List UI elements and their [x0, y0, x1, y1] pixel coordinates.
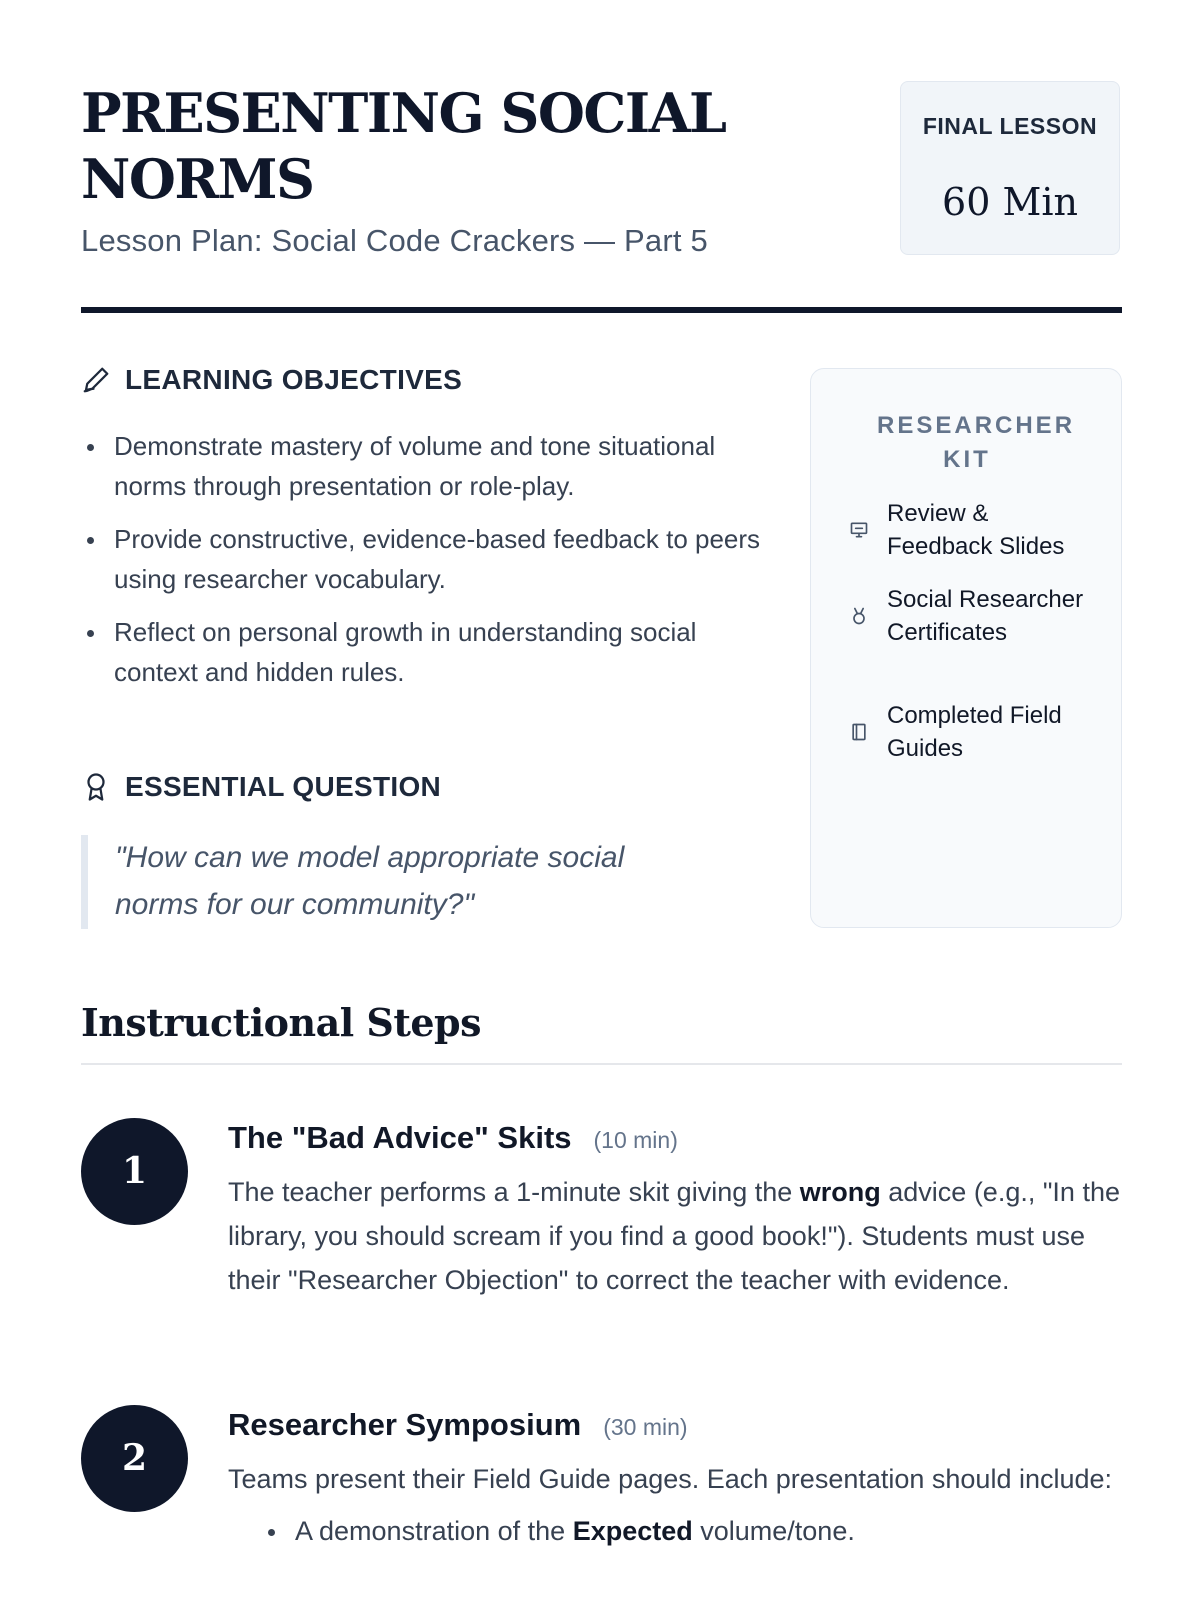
kit-item-certificates	[849, 583, 1089, 649]
page-subtitle: Lesson Plan: Social Code Crackers — Part 5	[81, 223, 708, 258]
step-number-badge: 2	[81, 1405, 188, 1512]
step-duration: (30 min)	[603, 1414, 688, 1440]
badge-label: FINAL LESSON	[922, 113, 1098, 139]
step-header	[228, 1120, 1128, 1156]
presentation-icon	[849, 520, 869, 540]
list-item: Reflect on personal growth in understanding social context and hidden rules.	[81, 612, 761, 692]
steps-divider	[81, 1063, 1122, 1065]
kit-item-label: Social Researcher Certificates	[887, 586, 1084, 646]
quote-bar	[81, 835, 88, 929]
step-sub-list	[228, 1509, 1128, 1553]
kit-item-field-guides	[849, 699, 1089, 765]
objectives-list	[81, 426, 761, 705]
kit-title: RESEARCHER KIT	[877, 412, 1076, 473]
emphasis: wrong	[799, 1177, 881, 1207]
page-title: PRESENTING SOCIAL NORMS	[81, 81, 726, 211]
researcher-kit-card	[810, 368, 1122, 928]
step-description: Teams present their Field Guide pages. Each presentation should include:	[228, 1464, 1113, 1494]
medal-icon	[849, 606, 869, 626]
essential-question-title: ESSENTIAL QUESTION	[125, 771, 442, 802]
emphasis: Expected	[572, 1516, 693, 1546]
essential-question-quote: "How can we model appropriate social norms for our community?"	[115, 841, 625, 921]
book-icon	[849, 722, 869, 742]
step-header	[228, 1407, 1128, 1443]
essential-question-heading	[81, 771, 441, 803]
lesson-plan-page	[81, 0, 1122, 1600]
header-divider	[81, 307, 1122, 313]
step-2	[228, 1407, 1128, 1553]
badge-duration: 60 Min	[942, 180, 1078, 224]
list-item: A demonstration of the Expected volume/tone.	[228, 1509, 1128, 1553]
objectives-heading	[81, 364, 462, 396]
kit-item-slides	[849, 497, 1089, 563]
objectives-title: LEARNING OBJECTIVES	[125, 364, 463, 395]
lesson-header	[81, 80, 1122, 312]
pen-icon	[81, 365, 111, 395]
step-title: Researcher Symposium	[228, 1407, 582, 1442]
award-icon	[81, 772, 111, 802]
step-duration: (10 min)	[593, 1127, 678, 1153]
kit-item-label: Completed Field Guides	[887, 702, 1062, 762]
kit-item-label: Review & Feedback Slides	[887, 500, 1065, 560]
step-description: The teacher performs a 1-minute skit giving the wrong advice (e.g., "In the library, you should scream if you find a good book!"). Students must use their "Researcher Objection" to correct the teacher with evidence.	[228, 1177, 1120, 1295]
step-number-badge: 1	[81, 1118, 188, 1225]
list-item: Demonstrate mastery of volume and tone situational norms through presentation or role-play.	[81, 426, 761, 506]
step-title: The "Bad Advice" Skits	[228, 1120, 572, 1155]
list-item: Provide constructive, evidence-based feedback to peers using researcher vocabulary.	[81, 519, 761, 599]
step-1	[228, 1120, 1128, 1302]
duration-badge	[900, 81, 1120, 255]
steps-heading: Instructional Steps	[81, 1000, 482, 1045]
